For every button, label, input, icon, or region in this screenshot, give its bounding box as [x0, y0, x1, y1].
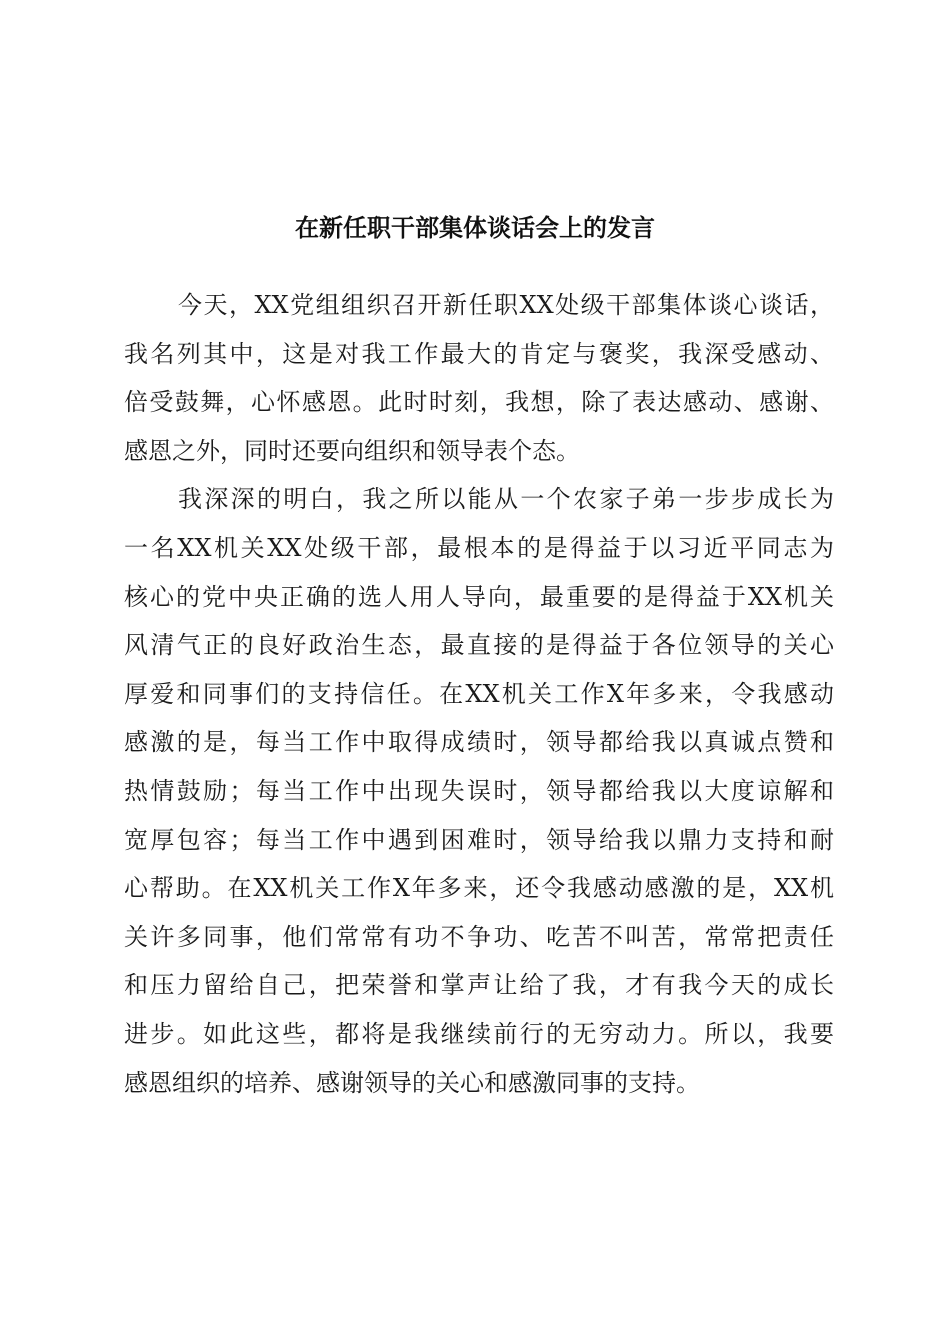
paragraph-line: 厚爱和同事们的支持信任。在XX机关工作X年多来，令我感动 — [124, 679, 834, 708]
paragraph-1 — [124, 281, 834, 475]
paragraph-line: 一名XX机关XX处级干部，最根本的是得益于以习近平同志为 — [124, 533, 834, 562]
paragraph-line: 核心的党中央正确的选人用人导向，最重要的是得益于XX机关 — [124, 582, 834, 611]
paragraph-line: 感恩之外，同时还要向组织和领导表个态。 — [124, 436, 580, 465]
document-title: 在新任职干部集体谈话会上的发言 — [295, 213, 655, 242]
paragraph-line: 宽厚包容；每当工作中遇到困难时，领导给我以鼎力支持和耐 — [124, 825, 834, 854]
paragraph-line: 和压力留给自己，把荣誉和掌声让给了我，才有我今天的成长 — [124, 971, 834, 1000]
document-body — [124, 281, 834, 1107]
paragraph-line: 今天，XX党组组织召开新任职XX处级干部集体谈心谈话， — [178, 291, 834, 319]
paragraph-line: 我名列其中，这是对我工作最大的肯定与褒奖，我深受感动、 — [124, 339, 834, 368]
paragraph-line: 关许多同事，他们常常有功不争功、吃苦不叫苦，常常把责任 — [124, 922, 834, 951]
paragraph-line: 风清气正的良好政治生态，最直接的是得益于各位领导的关心 — [124, 631, 834, 660]
paragraph-line: 感恩组织的培养、感谢领导的关心和感激同事的支持。 — [124, 1068, 700, 1097]
paragraph-line: 心帮助。在XX机关工作X年多来，还令我感动感激的是，XX机 — [124, 874, 834, 903]
paragraph-line: 我深深的明白，我之所以能从一个农家子弟一步步成长为 — [178, 485, 834, 514]
paragraph-line: 热情鼓励；每当工作中出现失误时，领导都给我以大度谅解和 — [124, 776, 834, 805]
paragraph-line: 感激的是，每当工作中取得成绩时，领导都给我以真诚点赞和 — [124, 728, 834, 757]
paragraph-line: 进步。如此这些，都将是我继续前行的无穷动力。所以，我要 — [124, 1019, 834, 1048]
paragraph-2 — [124, 475, 834, 1107]
paragraph-line: 倍受鼓舞，心怀感恩。此时时刻，我想，除了表达感动、感谢、 — [124, 388, 834, 417]
